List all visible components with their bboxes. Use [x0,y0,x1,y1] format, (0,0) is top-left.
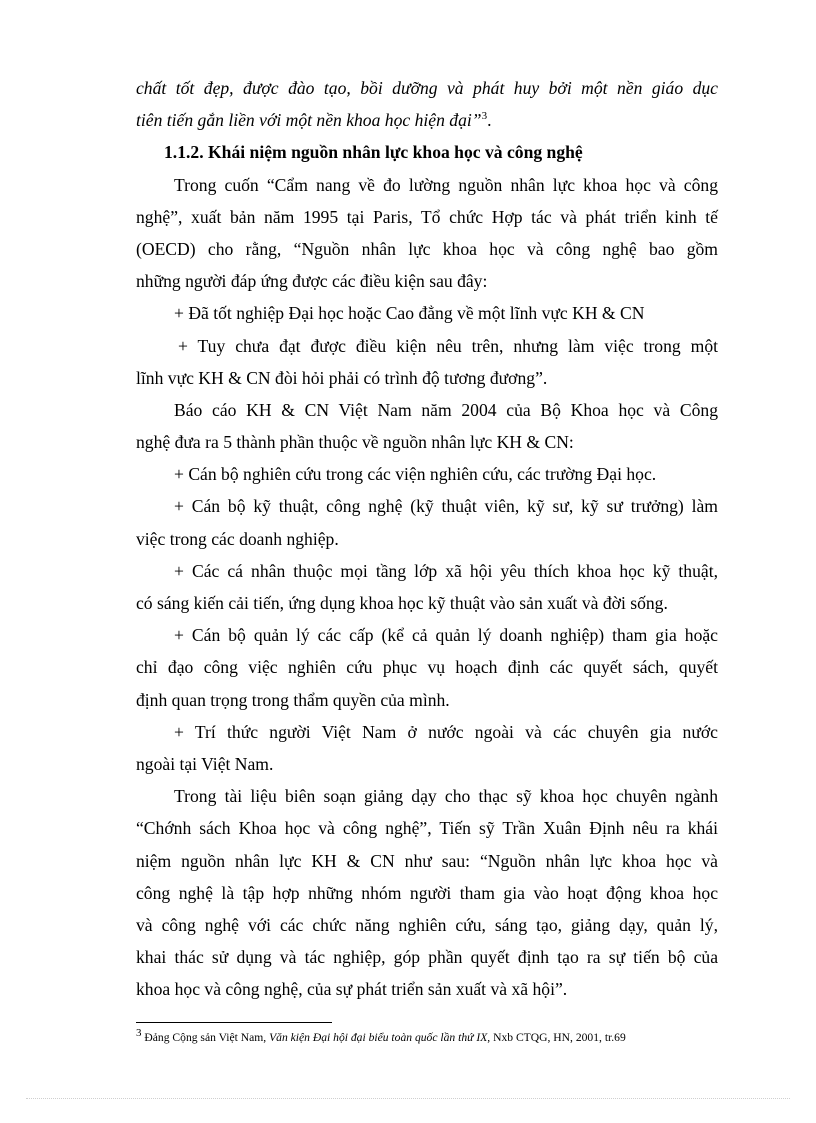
text-line-content: niệm nguồn nhân lực KH & CN như sau: “Nguồn nhân lực khoa học và [136,850,718,871]
text-line [136,716,718,748]
footnote-title: Văn kiện Đại hội đại biểu toàn quốc lần thứ IX [269,1031,488,1044]
text-line-content: 1.1.2. Khái niệm nguồn nhân lực khoa học và công nghệ [164,142,583,163]
text-line [136,973,718,1005]
footnote-reference: 3 [481,110,488,123]
text-line-content: + Cán bộ quản lý các cấp (kể cả quản lý doanh nghiệp) tham gia hoặc [174,625,718,646]
text-line-content: việc trong các doanh nghiệp. [136,528,339,549]
text-line-content: chất tốt đẹp, được đào tạo, bồi dưỡng và phát huy bởi một nền giáo dục [136,78,718,98]
text-line [136,72,718,104]
text-line-content: định quan trọng trong thẩm quyền của mình. [136,689,450,710]
text-line-content: và công nghệ với các chức năng nghiên cứu, sáng tạo, giảng dạy, quản lý, [136,914,718,935]
text-line [136,233,718,265]
text-line-content: + Cán bộ kỹ thuật, công nghệ (kỹ thuật viên, kỹ sư, kỹ sư trưởng) làm [174,496,718,517]
text-line-content: ngoài tại Việt Nam. [136,753,274,774]
text-line-content: + Trí thức người Việt Nam ở nước ngoài và các chuyên gia nước [174,721,718,742]
text-line [136,523,718,555]
text-line-content: nghệ đưa ra 5 thành phần thuộc về nguồn nhân lực KH & CN: [136,432,574,453]
text-line [136,297,718,329]
page-bottom-dotted-line [26,1098,790,1099]
text-line-content: Báo cáo KH & CN Việt Nam năm 2004 của Bộ Khoa học và Công [174,399,718,420]
text-line [136,877,718,909]
footnote-marker: 3 [136,1027,142,1040]
text-line-tail: . [487,110,492,131]
text-line [136,909,718,941]
text-line [136,941,718,973]
text-line-content: “Chớnh sách Khoa học và công nghệ”, Tiến sỹ Trần Xuân Định nêu ra khái [136,818,718,839]
text-line-content: nghệ”, xuất bản năm 1995 tại Paris, Tổ chức Hợp tác và phát triển kinh tế [136,206,718,227]
text-line [136,426,718,458]
text-line [136,651,718,683]
text-line [136,265,718,297]
text-line [136,845,718,877]
text-line-content: Trong cuốn “Cẩm nang về đo lường nguồn nhân lực khoa học và công [174,174,718,195]
text-line [136,748,718,780]
text-line-content: + Cán bộ nghiên cứu trong các viện nghiên cứu, các trường Đại học. [174,464,657,485]
text-line-content: (OECD) cho rằng, “Nguồn nhân lực khoa học và công nghệ bao gồm [136,238,718,259]
text-line-content: lĩnh vực KH & CN đòi hỏi phải có trình độ tương đương”. [136,367,548,388]
text-line [136,555,718,587]
footnote-publisher: , Nxb CTQG, HN, 2001, tr.69 [487,1031,626,1044]
text-line [136,458,718,490]
document-body [136,72,718,1005]
text-line-content: công nghệ là tập hợp những nhóm người tham gia vào hoạt động khoa học [136,882,718,903]
text-line [136,394,718,426]
text-line [136,169,718,201]
text-line-content: chỉ đạo công việc nghiên cứu phục vụ hoạch định các quyết sách, quyết [136,657,718,678]
text-line [136,780,718,812]
text-line [136,490,718,522]
text-line [136,362,718,394]
footnote-author: Đảng Cộng sản Việt Nam, [141,1031,270,1044]
text-line-content: có sáng kiến cải tiến, ứng dụng khoa học kỹ thuật vào sản xuất và đời sống. [136,593,668,613]
text-line [136,619,718,651]
text-line [136,201,718,233]
text-line [136,104,718,136]
text-line-content: + Các cá nhân thuộc mọi tầng lớp xã hội yêu thích khoa học kỹ thuật, [174,560,718,581]
text-line-content: tiên tiến gắn liền với một nền khoa học hiện đại” [136,110,482,131]
text-line-content: khoa học và công nghệ, của sự phát triển sản xuất và xã hội”. [136,979,568,1000]
text-line-content: những người đáp ứng được các điều kiện sau đây: [136,271,488,292]
footnote [136,1027,736,1046]
text-line-content: Trong tài liệu biên soạn giảng dạy cho thạc sỹ khoa học chuyên ngành [174,786,718,807]
footnote-separator [136,1022,332,1023]
text-line-content: + Tuy chưa đạt được điều kiện nêu trên, nhưng làm việc trong một [178,335,718,356]
text-line-content: + Đã tốt nghiệp Đại học hoặc Cao đẳng về một lĩnh vực KH & CN [174,303,645,324]
text-line [136,812,718,844]
text-line-content: khai thác sử dụng và tác nghiệp, góp phần quyết định tạo ra sự tiến bộ của [136,947,718,968]
text-line [136,330,718,362]
text-line [136,587,718,619]
section-heading [136,136,718,168]
text-line [136,684,718,716]
